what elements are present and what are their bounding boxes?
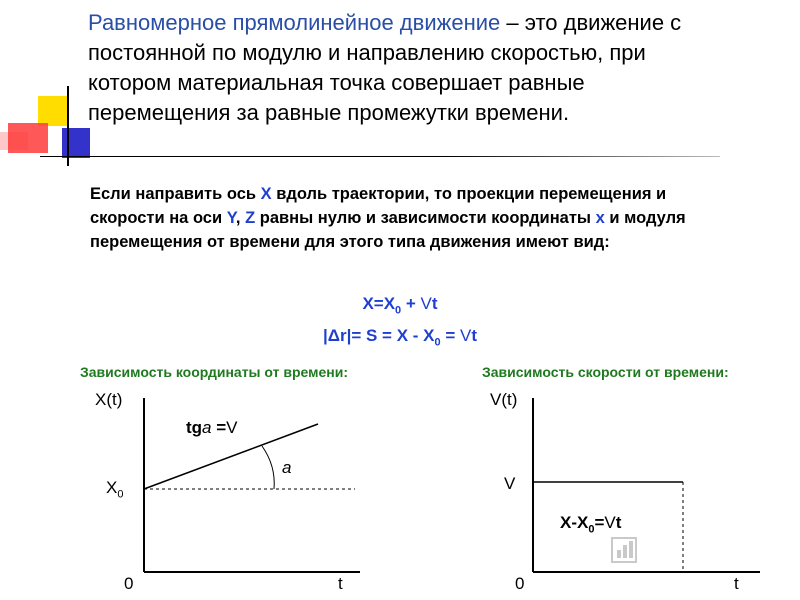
f1-part-b: +: [401, 294, 421, 313]
right-origin-label: 0: [515, 574, 525, 593]
f2-part-b: =: [440, 326, 460, 345]
f1-sub: 0: [395, 304, 402, 317]
area-a: X-X: [560, 513, 589, 532]
f2-part-c: t: [471, 326, 477, 345]
para-text-3: равны нулю и зависимости координаты: [255, 209, 596, 227]
tg-v: V: [226, 418, 238, 437]
left-origin-label: 0: [124, 574, 134, 593]
left-graph-title: Зависимость координаты от времени:: [80, 364, 348, 380]
f1-part-c: t: [431, 294, 438, 313]
para-text-1: Если направить ось: [90, 185, 261, 203]
left-x0-label: [106, 478, 123, 500]
f2-sub: 0: [434, 336, 441, 349]
f2-part-a: |Δr|= S = X - X: [322, 326, 435, 345]
right-v-label: V: [504, 474, 516, 493]
para-comma: ,: [235, 209, 246, 227]
right-t-label: t: [734, 574, 739, 593]
area-t: t: [615, 513, 622, 532]
para-x-axis: Х: [260, 185, 272, 203]
para-z-axis: Z: [245, 209, 256, 227]
angle-arc: [262, 446, 274, 489]
area-label: [560, 513, 621, 535]
tg-alpha-label: [186, 418, 238, 438]
left-y-label: X(t): [95, 390, 123, 409]
para-x-coord: х: [595, 209, 605, 227]
right-y-label: V(t): [490, 390, 518, 409]
right-graph-title: Зависимость скорости от времени:: [482, 364, 729, 380]
tg-text: tg: [186, 418, 203, 437]
area-eq: =: [594, 513, 605, 532]
tg-eq: =: [211, 418, 227, 437]
tg-alpha: a: [202, 418, 212, 437]
title-rest: – это движение с постоянной по модулю и направлению скоростью, при котором материальная точка совершает равные перемещения за равные промежутки времени.: [88, 10, 682, 125]
x0-sub: 0: [117, 488, 124, 501]
angle-label: a: [282, 458, 292, 477]
para-y-axis: Y: [226, 209, 236, 227]
f1-part-a: Х=Х: [362, 294, 396, 313]
f1-v: V: [420, 294, 432, 313]
title-highlight: Равномерное прямолинейное движение: [88, 10, 501, 35]
para-text-2: вдоль траектории, то проекции перемещения и скорости на оси: [90, 185, 667, 227]
para-text-4: и модуля перемещения от времени для этого типа движения имеют вид:: [90, 209, 686, 251]
f2-v: V: [459, 326, 472, 345]
x0-main: X: [106, 478, 118, 497]
area-sub: 0: [588, 523, 595, 536]
area-v: V: [604, 513, 616, 532]
left-t-label: t: [338, 574, 343, 593]
watermark-logo: [612, 538, 636, 562]
